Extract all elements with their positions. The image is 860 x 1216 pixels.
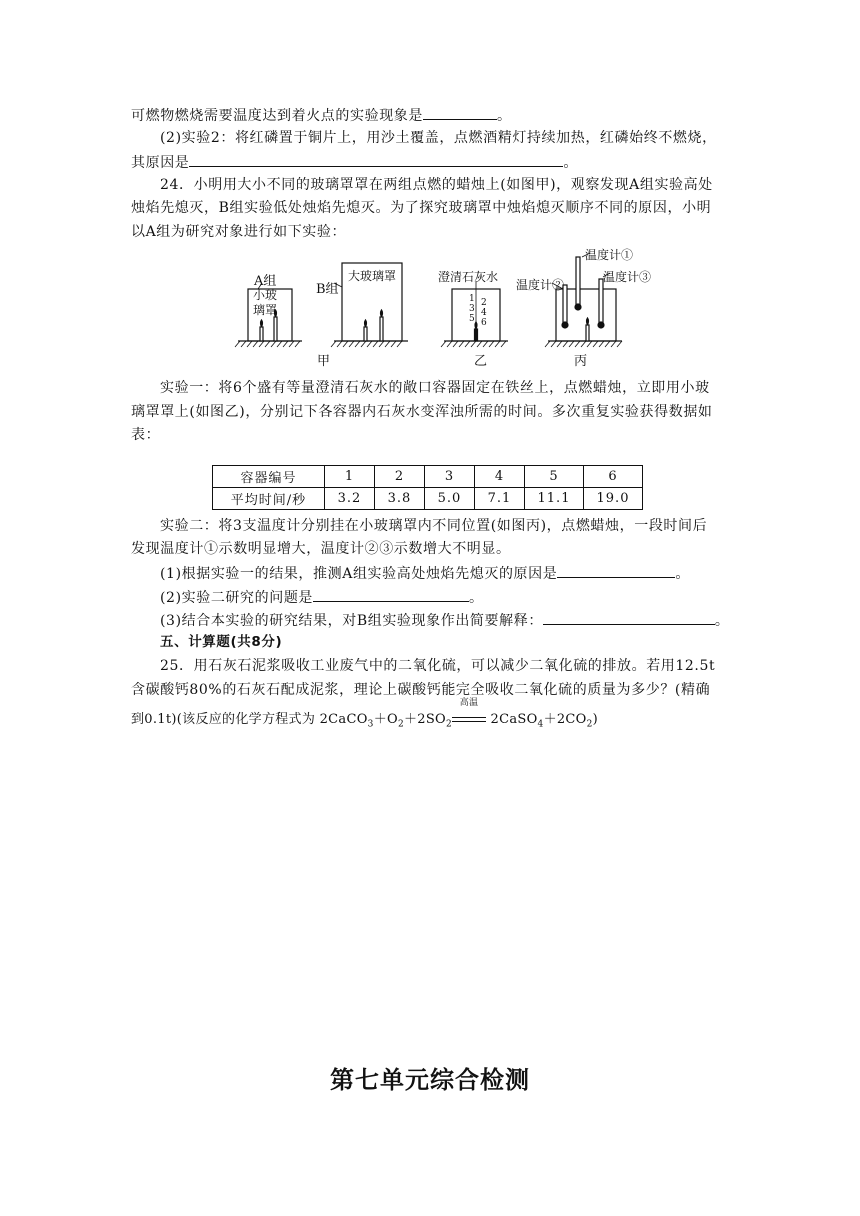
subscript: 2 — [397, 719, 404, 730]
equation-part: 2CaSO — [486, 712, 538, 727]
answer-blank[interactable] — [423, 104, 497, 120]
answer-blank[interactable] — [313, 586, 469, 602]
subscript: 2 — [446, 719, 453, 730]
equation-part: ＋O — [373, 712, 398, 727]
table-cell: 3 — [425, 466, 475, 488]
container-label-1: 1 — [469, 294, 475, 304]
experiment-1-line-2: 璃罩罩上(如图乙)，分别记下各容器内石灰水变浑浊所需的时间。多次重复实验获得数据如 — [131, 404, 713, 420]
container-label-5: 5 — [469, 314, 475, 324]
text-line-reason — [131, 151, 578, 173]
question-text: (1)根据实验一的结果，推测A组实验高处烛焰先熄灭的原因是 — [160, 566, 558, 582]
reaction-condition — [452, 698, 486, 730]
answer-blank[interactable] — [543, 609, 715, 625]
experiment-1-line-1: 实验一：将6个盛有等量澄清石灰水的敞口容器固定在铁丝上，点燃蜡烛，立即用小玻 — [160, 380, 710, 396]
data-table — [212, 465, 643, 510]
experiment-1-line-3: 表： — [131, 427, 161, 443]
label-thermometer-3: 温度计③ — [603, 270, 652, 284]
container-label-6: 6 — [481, 318, 487, 328]
subscript: 3 — [367, 719, 374, 730]
question-24-line-2: 烛焰先熄灭，B组实验低处烛焰先熄灭。为了探究玻璃罩中烛焰熄灭顺序不同的原因，小明 — [131, 200, 712, 216]
subscript: 4 — [537, 719, 544, 730]
caption-bing: 丙 — [574, 354, 588, 369]
equation-part: ＋2CO — [543, 712, 587, 727]
equation-part: 到0.1t)(该反应的化学方程式为 2CaCO — [131, 712, 368, 727]
table-cell: 1 — [325, 466, 375, 488]
table-cell: 5 — [525, 466, 584, 488]
table-cell: 2 — [375, 466, 425, 488]
equation-part: ) — [592, 712, 599, 727]
caption-yi: 乙 — [474, 354, 488, 369]
table-cell: 19.0 — [584, 488, 643, 510]
table-header-cell: 平均时间/秒 — [213, 488, 325, 510]
equals-sign — [452, 717, 486, 722]
table-cell: 6 — [584, 466, 643, 488]
question-text: (2)实验二研究的问题是 — [160, 590, 314, 606]
punctuation: 。 — [563, 155, 579, 171]
punctuation: 。 — [497, 108, 512, 124]
experiment-2-line-2: 发现温度计①示数明显增大，温度计②③示数增大不明显。 — [131, 541, 511, 557]
experiment-2-line-1: 实验二：将3支温度计分别挂在小玻璃罩内不同位置(如图丙)，点燃蜡烛，一段时间后 — [160, 518, 708, 534]
question-24-line-3: 以A组为研究对象进行如下实验： — [131, 224, 347, 240]
sub-question-1 — [160, 562, 690, 584]
table-header-cell: 容器编号 — [213, 466, 325, 488]
label-small-cover: 小玻 璃罩 — [253, 288, 278, 317]
section-5-heading: 五、计算题(共8分) — [160, 634, 283, 650]
label-limewater: 澄清石灰水 — [438, 270, 499, 284]
sub-question-2 — [160, 586, 484, 608]
answer-blank[interactable] — [189, 151, 563, 167]
table-cell: 11.1 — [525, 488, 584, 510]
container-label-4: 4 — [481, 308, 487, 318]
unit-title: 第七单元综合检测 — [330, 1066, 530, 1094]
punctuation: 。 — [675, 566, 690, 582]
question-text: 其原因是 — [131, 155, 190, 171]
punctuation: 。 — [469, 590, 484, 606]
subscript: 2 — [586, 719, 593, 730]
container-label-2: 2 — [481, 298, 487, 308]
sub-question-3 — [160, 609, 730, 631]
table-cell: 7.1 — [475, 488, 525, 510]
table-row-header — [213, 466, 643, 488]
label-a-group: A组 — [254, 274, 277, 289]
equation-part: ＋2SO — [403, 712, 447, 727]
question-text: (3)结合本实验的研究结果，对B组实验现象作出简要解释： — [160, 613, 543, 629]
table-cell: 3.8 — [375, 488, 425, 510]
label-b-group: B组 — [316, 282, 339, 297]
condition-text: 高温 — [459, 698, 479, 708]
table-cell: 5.0 — [425, 488, 475, 510]
label-thermometer-1: 温度计① — [585, 248, 634, 262]
question-25-line-1: 25．用石灰石泥浆吸收工业废气中的二氧化硫，可以减少二氧化硫的排放。若用12.5t — [160, 658, 716, 674]
table-cell: 4 — [475, 466, 525, 488]
text-line-experiment-2: (2)实验2：将红磷置于铜片上，用沙土覆盖，点燃酒精灯持续加热，红磷始终不燃烧， — [160, 130, 717, 146]
question-text: 可燃物燃烧需要温度达到着火点的实验现象是 — [131, 108, 423, 124]
question-25-line-2: 含碳酸钙80%的石灰石配成泥浆，理论上碳酸钙能完全吸收二氧化硫的质量为多少？(精确 — [131, 682, 711, 698]
container-label-3: 3 — [469, 304, 475, 314]
experiment-figure — [230, 245, 670, 370]
answer-blank[interactable] — [557, 562, 675, 578]
caption-jia: 甲 — [317, 354, 331, 369]
text-line-flammable-phenomenon — [131, 104, 512, 126]
question-25-line-3 — [131, 698, 599, 735]
table-row-times — [213, 488, 643, 510]
question-24-line-1: 24．小明用大小不同的玻璃罩罩在两组点燃的蜡烛上(如图甲)，观察发现A组实验高处 — [160, 177, 713, 193]
label-big-cover: 大玻璃罩 — [348, 269, 397, 283]
table-cell: 3.2 — [325, 488, 375, 510]
label-thermometer-2: 温度计② — [516, 278, 565, 292]
punctuation: 。 — [714, 613, 730, 629]
